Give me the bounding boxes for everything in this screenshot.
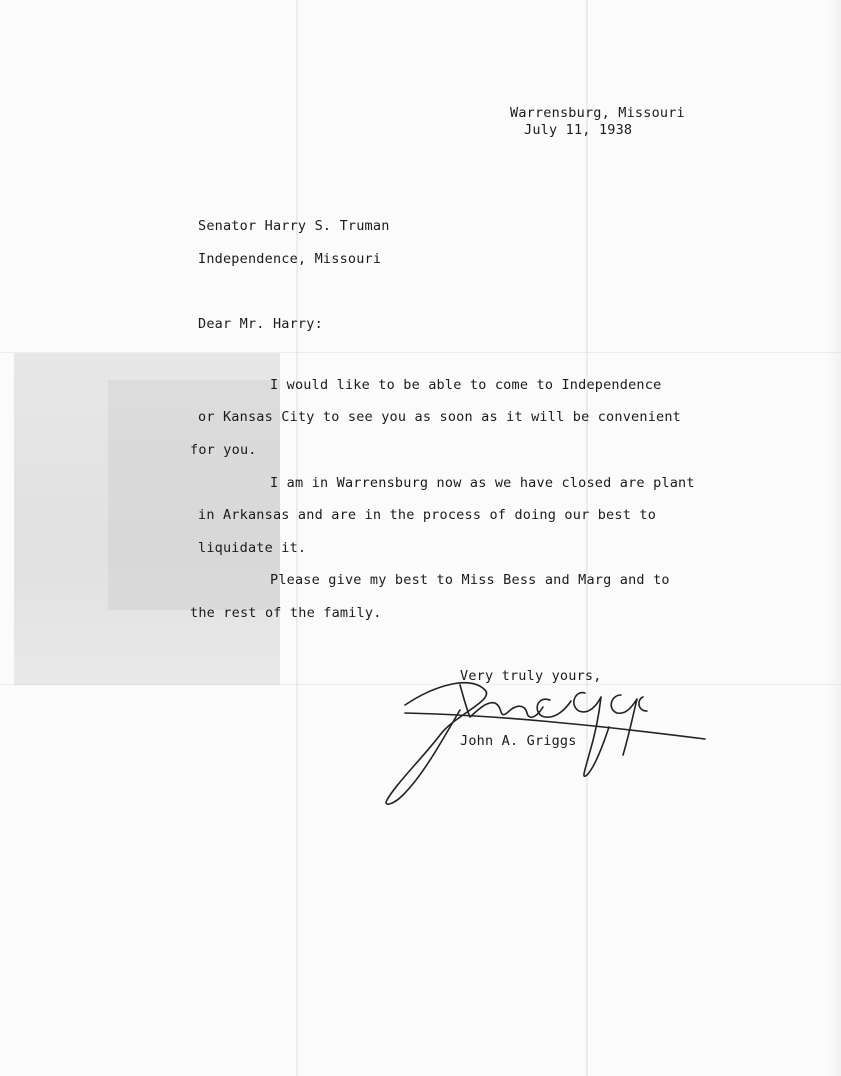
page-edge-shadow xyxy=(827,0,841,1076)
body-line: in Arkansas and are in the process of doing our best to xyxy=(198,507,657,523)
body-line: the rest of the family. xyxy=(190,605,382,621)
recipient-address: Independence, Missouri xyxy=(198,251,382,267)
body-line: for you. xyxy=(190,442,257,458)
body-line: Please give my best to Miss Bess and Marg and to xyxy=(270,572,670,588)
letter-date: July 11, 1938 xyxy=(524,122,633,138)
closing: Very truly yours, xyxy=(460,668,602,684)
salutation: Dear Mr. Harry: xyxy=(198,316,323,332)
body-line: I would like to be able to come to Independence xyxy=(270,377,662,393)
fold-line-horizontal-top xyxy=(0,352,841,353)
handwritten-signature xyxy=(375,655,715,815)
body-line: liquidate it. xyxy=(198,540,307,556)
recipient-name: Senator Harry S. Truman xyxy=(198,218,390,234)
body-line: I am in Warrensburg now as we have closed are plant xyxy=(270,475,695,491)
fold-line-vertical-right xyxy=(586,0,588,1076)
letter-place: Warrensburg, Missouri xyxy=(510,105,685,121)
fold-line-vertical-left xyxy=(296,0,298,1076)
body-line: or Kansas City to see you as soon as it will be convenient xyxy=(198,409,682,425)
signer-name: John A. Griggs xyxy=(460,733,577,749)
